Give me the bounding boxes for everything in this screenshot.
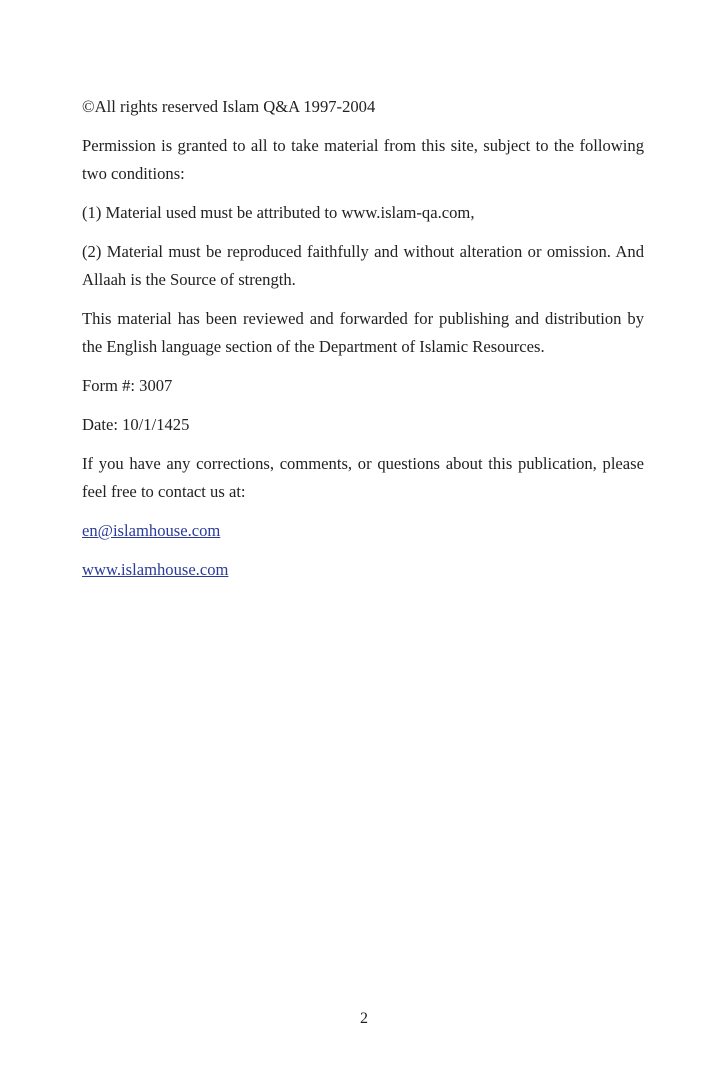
copyright-notice: ©All rights reserved Islam Q&A 1997-2004 — [82, 97, 376, 116]
page-content — [82, 93, 644, 595]
website-link[interactable]: www.islamhouse.com — [82, 560, 229, 579]
permission-statement: Permission is granted to all to take material from this site, subject to the following two conditions: — [82, 136, 644, 183]
contact-note: If you have any corrections, comments, or questions about this publication, please feel free to contact us at: — [82, 454, 644, 501]
form-number: Form #: 3007 — [82, 376, 173, 395]
page-number: 2 — [360, 1010, 368, 1027]
review-note: This material has been reviewed and forwarded for publishing and distribution by the English language section of the Department of Islamic Resources. — [82, 309, 644, 356]
condition-two: (2) Material must be reproduced faithfully and without alteration or omission. And Allaah is the Source of strength. — [82, 242, 644, 289]
website-paragraph — [82, 556, 644, 584]
email-paragraph — [82, 517, 644, 545]
email-link[interactable]: en@islamhouse.com — [82, 521, 221, 540]
document-date: Date: 10/1/1425 — [82, 415, 190, 434]
condition-one: (1) Material used must be attributed to www.islam-qa.com, — [82, 203, 475, 222]
